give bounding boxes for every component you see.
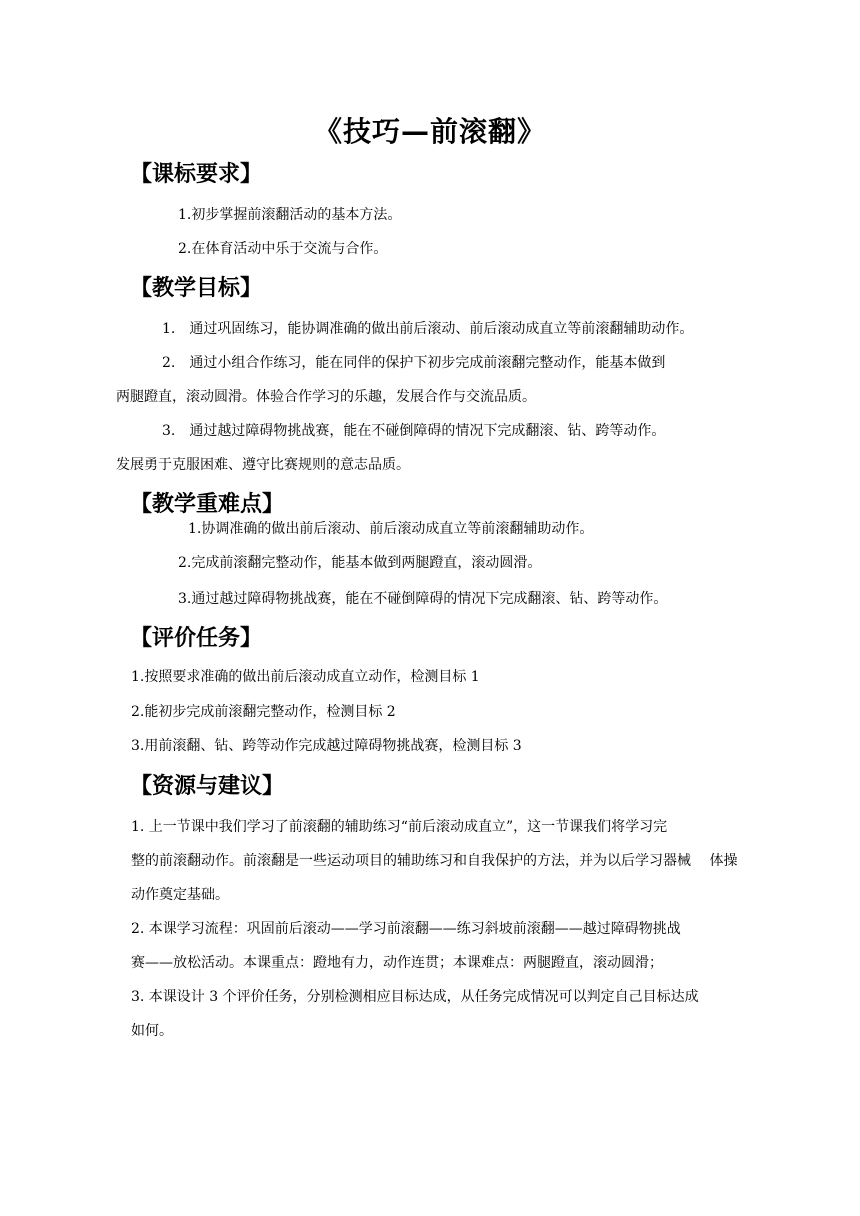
tasks-item-2: 2.能初步完成前滚翻完整动作，检测目标 2 (131, 704, 396, 720)
resources-line-1: 1. 上一节课中我们学习了前滚翻的辅助练习“前后滚动成直立”，这一节课我们将学习完 (131, 819, 668, 835)
standard-item-2: 2.在体育活动中乐于交流与合作。 (178, 241, 388, 257)
keypoints-item-2: 2.完成前滚翻完整动作，能基本做到两腿蹬直，滚动圆滑。 (178, 555, 542, 571)
tasks-item-3: 3.用前滚翻、钻、跨等动作完成越过障碍物挑战赛，检测目标 3 (131, 738, 522, 754)
resources-line-5: 赛——放松活动。本课重点：蹬地有力，动作连贯；本课难点：两腿蹬直，滚动圆滑； (131, 955, 663, 971)
goals-line-2: 2. 通过小组合作练习，能在同伴的保护下初步完成前滚翻完整动作，能基本做到 (162, 355, 666, 371)
section-heading-goals: 【教学目标】 (130, 276, 263, 301)
section-heading-standard: 【课标要求】 (130, 162, 263, 187)
goals-line-1: 1. 通过巩固练习，能协调准确的做出前后滚动、前后滚动成直立等前滚翻辅助动作。 (162, 321, 694, 337)
goals-line-5: 发展勇于克服困难、遵守比赛规则的意志品质。 (116, 457, 410, 473)
resources-line-4: 2. 本课学习流程：巩固前后滚动——学习前滚翻——练习斜坡前滚翻——越过障碍物挑战 (131, 921, 681, 937)
section-heading-tasks: 【评价任务】 (130, 626, 263, 651)
section-heading-resources: 【资源与建议】 (130, 774, 285, 799)
document-title: 《技巧—前滚翻》 (313, 115, 546, 148)
keypoints-item-1: 1.协调准确的做出前后滚动、前后滚动成直立等前滚翻辅助动作。 (188, 521, 594, 537)
keypoints-item-3: 3.通过越过障碍物挑战赛，能在不碰倒障碍的情况下完成翻滚、钻、跨等动作。 (178, 591, 668, 607)
resources-line-3: 动作奠定基础。 (131, 887, 229, 903)
resources-line-6: 3. 本课设计 3 个评价任务，分别检测相应目标达成，从任务完成情况可以判定自己目标达成 (131, 989, 699, 1005)
resources-line-7: 如何。 (131, 1023, 173, 1039)
resources-line-2: 整的前滚翻动作。前滚翻是一些运动项目的辅助练习和自我保护的方法，并为以后学习器械 体操 (131, 853, 738, 869)
tasks-item-1: 1.按照要求准确的做出前后滚动成直立动作，检测目标 1 (131, 669, 480, 685)
section-heading-keypoints: 【教学重难点】 (130, 492, 285, 517)
goals-line-4: 3. 通过越过障碍物挑战赛，能在不碰倒障碍的情况下完成翻滚、钻、跨等动作。 (162, 423, 666, 439)
goals-line-3: 两腿蹬直，滚动圆滑。体验合作学习的乐趣，发展合作与交流品质。 (116, 389, 536, 405)
standard-item-1: 1.初步掌握前滚翻活动的基本方法。 (178, 207, 402, 223)
